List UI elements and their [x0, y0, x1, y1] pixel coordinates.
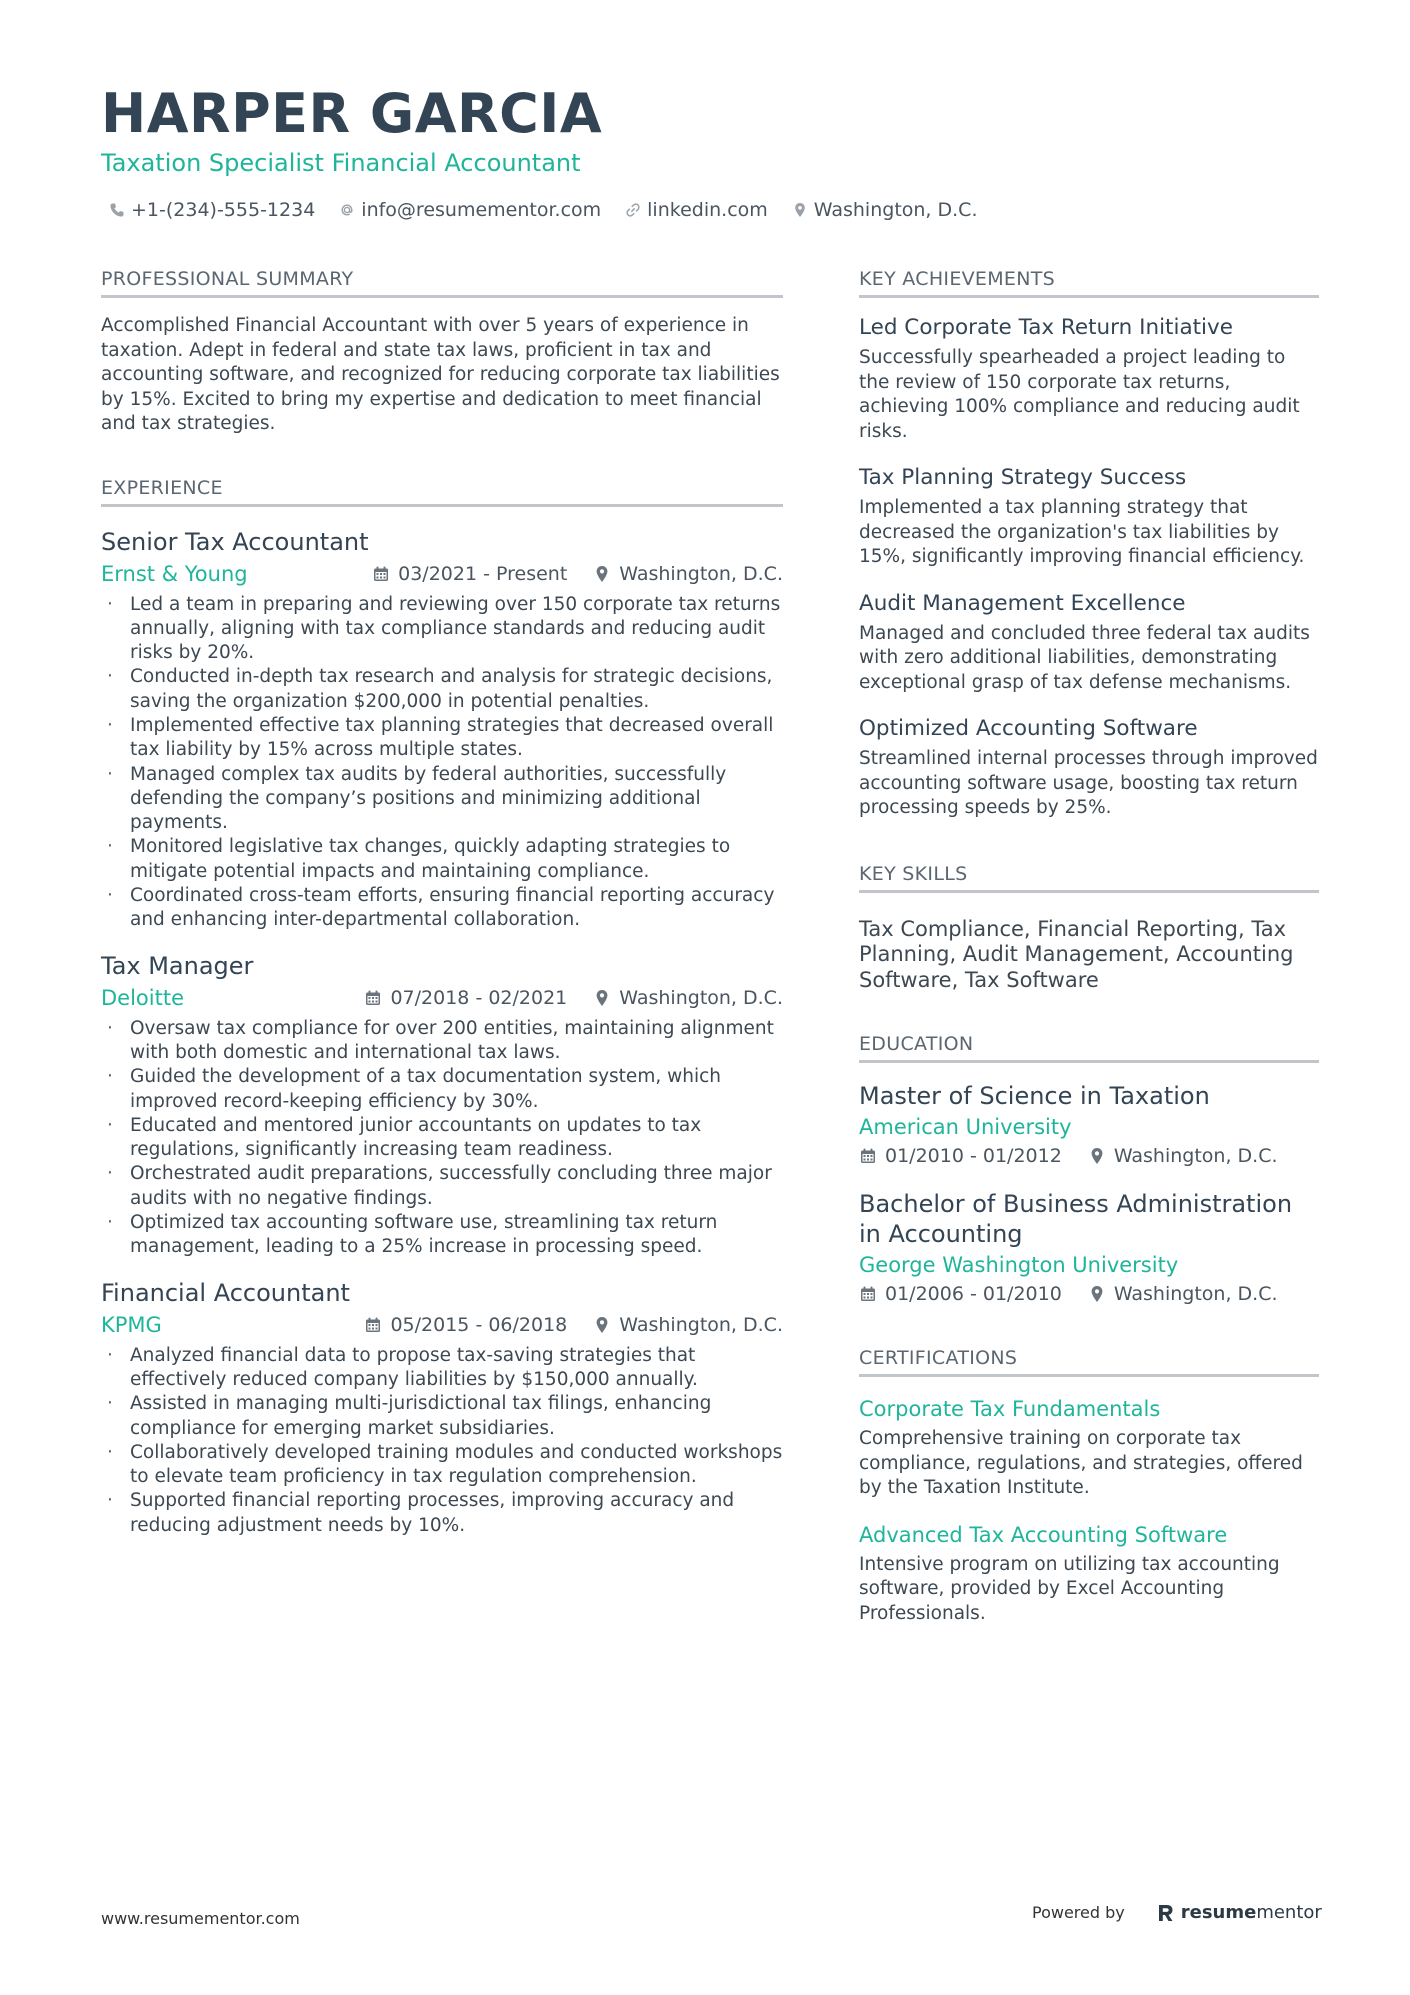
calendar-icon [372, 565, 390, 583]
achievement-title: Optimized Accounting Software [859, 716, 1198, 741]
school-name: American University [859, 1115, 1072, 1139]
job-dates [364, 1314, 567, 1336]
education-meta [859, 1145, 1319, 1167]
list-item: · Supported financial reporting processes, improving accuracy and reducing adjustment needs by 10%. [101, 1489, 783, 1538]
location-text: Washington, D.C. [813, 199, 978, 221]
achievement-desc: Successfully spearheaded a project leading to the review of 150 corporate tax returns, achieving 100% compliance and reducing audit risks. [859, 347, 1300, 442]
candidate-title: Taxation Specialist Financial Accountant [101, 149, 581, 177]
phone-icon [109, 202, 125, 218]
list-item: · Orchestrated audit preparations, successfully concluding three major audits with no negative findings. [101, 1162, 783, 1211]
location-text: Washington, D.C. [619, 1313, 783, 1336]
job-entry [101, 1278, 783, 1538]
job-location [593, 563, 783, 585]
education-meta [859, 1283, 1319, 1305]
resume-page [101, 0, 1319, 1995]
job-entry [101, 951, 783, 1260]
job-bullets [101, 1344, 783, 1538]
job-dates [364, 987, 567, 1009]
phone-text: +1-(234)-555-1234 [131, 199, 316, 221]
list-item: · Optimized tax accounting software use, streamlining tax return management, leading to a 25% increase in processing speed. [101, 1211, 783, 1260]
job-location [593, 987, 783, 1009]
skills-section [859, 863, 1319, 994]
calendar-icon [859, 1285, 877, 1303]
job-bullets [101, 593, 783, 933]
contact-phone[interactable] [109, 199, 315, 221]
job-title: Senior Tax Accountant [101, 527, 369, 556]
contact-bar [109, 199, 978, 221]
list-item: · Managed complex tax audits by federal authorities, successfully defending the company’s positions and minimizing additional payments. [101, 763, 783, 836]
contact-location [792, 199, 978, 221]
certification-item [859, 1521, 1319, 1627]
list-item: · Assisted in managing multi-jurisdictional tax filings, enhancing compliance for emerging market subsidiaries. [101, 1392, 783, 1441]
list-item: · Collaboratively developed training modules and conducted workshops to elevate team proficiency in tax regulation comprehension. [101, 1441, 783, 1490]
list-item: · Implemented effective tax planning strategies that decreased overall tax liability by 15% across multiple states. [101, 714, 783, 763]
education-item [859, 1081, 1319, 1167]
calendar-icon [859, 1147, 877, 1165]
powered-by-label: Powered by [1032, 1903, 1125, 1922]
certification-desc: Intensive program on utilizing tax accounting software, provided by Excel Accounting Professionals. [859, 1553, 1280, 1624]
education-item [859, 1189, 1319, 1305]
contact-linkedin[interactable] [625, 199, 768, 221]
brand-logo[interactable] [1157, 1902, 1322, 1923]
achievement-desc: Managed and concluded three federal tax audits with zero additional liabilities, demonstrating exceptional grasp of tax defense mechanisms. [859, 622, 1310, 693]
education-dates [859, 1145, 1062, 1167]
job-meta [101, 985, 783, 1011]
list-item: · Oversaw tax compliance for over 200 entities, maintaining alignment with both domestic and international tax laws. [101, 1017, 783, 1066]
achievement-item [859, 464, 1319, 570]
job-location [593, 1314, 783, 1336]
footer-website[interactable]: www.resumementor.com [101, 1909, 300, 1928]
achievements-heading: KEY ACHIEVEMENTS [859, 268, 1319, 298]
company-name: KPMG [101, 1312, 162, 1337]
certifications-section [859, 1347, 1319, 1626]
location-text: Washington, D.C. [619, 562, 783, 585]
education-section [859, 1033, 1319, 1305]
left-column [101, 268, 783, 1538]
dates-text: 01/2010 - 01/2012 [885, 1145, 1062, 1167]
school-name: George Washington University [859, 1253, 1179, 1277]
certifications-heading: CERTIFICATIONS [859, 1347, 1319, 1377]
summary-section [101, 268, 783, 437]
linkedin-text: linkedin.com [647, 199, 768, 221]
degree-title: Master of Science in Taxation [859, 1082, 1210, 1110]
brand-name-strong: resume [1180, 1902, 1257, 1923]
contact-email[interactable] [339, 199, 601, 221]
certification-desc: Comprehensive training on corporate tax compliance, regulations, and strategies, offered by the Taxation Institute. [859, 1428, 1303, 1498]
brand-name-light: mentor [1256, 1902, 1322, 1923]
achievement-desc: Streamlined internal processes through improved accounting software usage, boosting tax return processing speeds by 25%. [859, 748, 1318, 818]
achievement-title: Tax Planning Strategy Success [859, 465, 1187, 490]
list-item: · Coordinated cross-team efforts, ensuring financial reporting accuracy and enhancing inter-departmental collaboration. [101, 884, 783, 933]
candidate-name: HARPER GARCIA [101, 82, 603, 145]
certification-title: Corporate Tax Fundamentals [859, 1397, 1161, 1421]
location-pin-icon [1088, 1285, 1106, 1303]
right-column [859, 268, 1319, 1626]
skills-heading: KEY SKILLS [859, 863, 1319, 893]
job-title: Tax Manager [101, 951, 254, 980]
resumementor-logo-icon [1157, 1903, 1175, 1923]
achievement-desc: Implemented a tax planning strategy that decreased the organization's tax liabilities by 15%, significantly improving financial efficiency. [859, 497, 1305, 567]
list-item: · Monitored legislative tax changes, quickly adapting strategies to mitigate potential impacts and maintaining compliance. [101, 835, 783, 884]
education-dates [859, 1283, 1062, 1305]
location-text: Washington, D.C. [619, 986, 783, 1009]
list-item: · Educated and mentored junior accountants on updates to tax regulations, significantly increasing team readiness. [101, 1114, 783, 1163]
job-dates [372, 563, 567, 585]
calendar-icon [364, 1316, 382, 1334]
education-location [1088, 1283, 1278, 1305]
location-pin-icon [593, 989, 611, 1007]
dates-text: 07/2018 - 02/2021 [390, 986, 568, 1009]
degree-title: Bachelor of Business Administration in Accounting [859, 1190, 1293, 1248]
job-title: Financial Accountant [101, 1278, 350, 1307]
company-name: Ernst & Young [101, 561, 248, 586]
location-text: Washington, D.C. [1113, 1145, 1278, 1167]
location-pin-icon [593, 1316, 611, 1334]
location-text: Washington, D.C. [1113, 1283, 1278, 1305]
calendar-icon [364, 989, 382, 1007]
achievement-item [859, 590, 1319, 696]
education-location [1088, 1145, 1278, 1167]
achievement-title: Audit Management Excellence [859, 590, 1186, 616]
education-heading: EDUCATION [859, 1033, 1319, 1063]
job-entry [101, 527, 783, 933]
list-item: · Conducted in-depth tax research and analysis for strategic decisions, saving the organization $200,000 in potential penalties. [101, 665, 783, 714]
job-meta [101, 1312, 783, 1338]
achievement-item [859, 715, 1319, 821]
link-icon [625, 202, 641, 218]
job-meta [101, 561, 783, 587]
job-bullets [101, 1017, 783, 1260]
achievement-item [859, 314, 1319, 444]
location-pin-icon [593, 565, 611, 583]
experience-section [101, 477, 783, 1539]
list-item: · Guided the development of a tax documentation system, which improved record-keeping efficiency by 30%. [101, 1065, 783, 1114]
skills-text: Tax Compliance, Financial Reporting, Tax Planning, Audit Management, Accounting Software, Tax Software [859, 916, 1294, 992]
experience-heading: EXPERIENCE [101, 477, 783, 507]
dates-text: 03/2021 - Present [398, 562, 568, 585]
summary-heading: PROFESSIONAL SUMMARY [101, 268, 783, 298]
list-item: · Led a team in preparing and reviewing over 150 corporate tax returns annually, aligning with tax compliance standards and reducing audit risks by 20%. [101, 593, 783, 666]
list-item: · Analyzed financial data to propose tax-saving strategies that effectively reduced company liabilities by $150,000 annually. [101, 1344, 783, 1393]
footer-branding [1032, 1902, 1322, 1923]
pin-icon [792, 202, 808, 218]
company-name: Deloitte [101, 985, 184, 1010]
at-icon [339, 202, 355, 218]
certification-title: Advanced Tax Accounting Software [859, 1522, 1228, 1547]
achievement-title: Led Corporate Tax Return Initiative [859, 315, 1233, 340]
email-text: info@resumementor.com [361, 199, 602, 221]
certification-item [859, 1395, 1319, 1501]
summary-text: Accomplished Financial Accountant with over 5 years of experience in taxation. Adept in federal and state tax laws, proficient in tax and accounting software, and recognized for reducing corporate tax liabilities by 15%. Excited to bring my expertise and dedication to meet financial and tax strategies. [101, 315, 780, 434]
location-pin-icon [1088, 1147, 1106, 1165]
dates-text: 05/2015 - 06/2018 [390, 1313, 568, 1336]
achievements-section [859, 268, 1319, 821]
dates-text: 01/2006 - 01/2010 [885, 1283, 1062, 1305]
